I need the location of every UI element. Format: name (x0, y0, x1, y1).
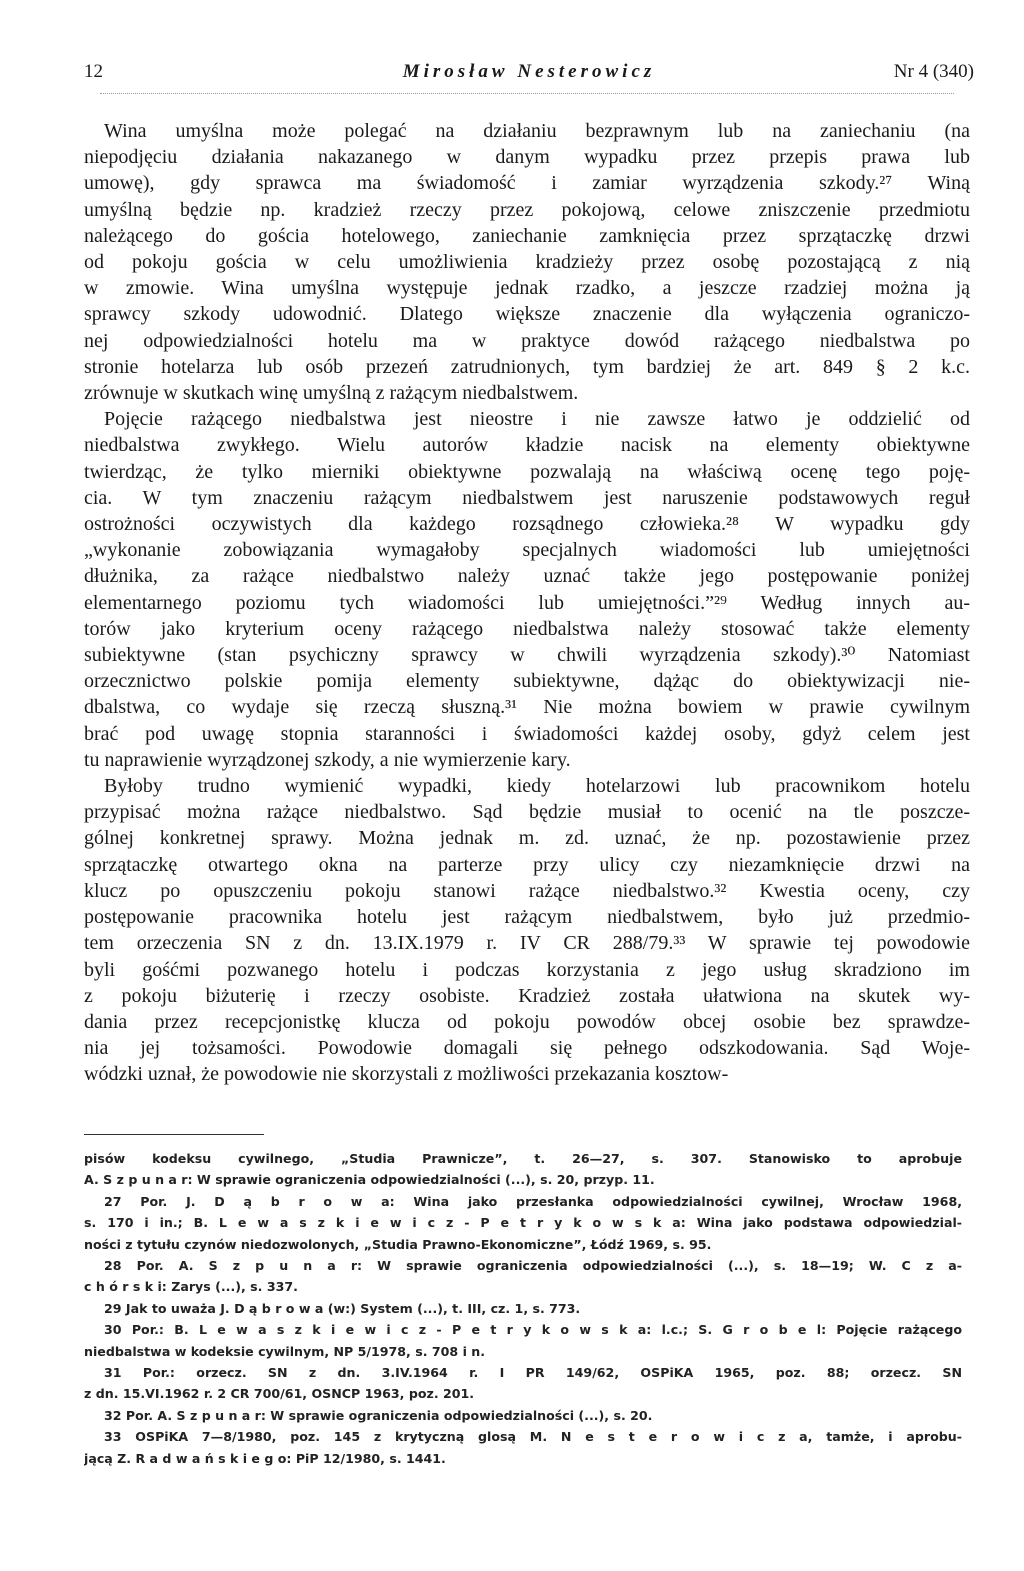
body-text-line: Wina umyślna może polegać na działaniu bezprawnym lub na zaniechaniu (na (104, 120, 970, 142)
footnote-line: pisów kodeksu cywilnego, „Studia Prawnicze”, t. 26—27, s. 307. Stanowisko to aprobuje (84, 1151, 962, 1166)
body-text-line: „wykonanie zobowiązania wymagałoby specjalnych wiadomości lub umiejętności (84, 539, 970, 562)
page-number: 12 (84, 61, 103, 82)
body-text-line: dania przez recepcjonistkę klucza od pokoju powodów obcej osobie bez sprawdze- (84, 1010, 970, 1033)
body-text-line: z pokoju biżuterię i rzeczy osobiste. Kradzież została ułatwiona na skutek wy- (84, 984, 970, 1007)
body-text-line: orzecznictwo polskie pomija elementy subiektywne, dążąc do obiektywizacji nie- (84, 670, 970, 693)
body-text-line: tu naprawienie wyrządzonej szkody, a nie wymierzenie kary. (84, 748, 571, 771)
body-text-line: niepodjęciu działania nakazanego w danym wypadku przez przepis prawa lub (84, 146, 970, 169)
footnote-divider (84, 1134, 264, 1135)
body-text-line: nej odpowiedzialności hotelu ma w praktyce dowód rażącego niedbalstwa po (84, 329, 970, 352)
body-text-line: sprawcy szkody udowodnić. Dlatego większe znaczenie dla wyłączenia ograniczo- (84, 303, 970, 326)
body-text-line: sprzątaczkę otwartego okna na parterze przy ulicy czy niezamknięcie drzwi na (84, 853, 970, 876)
footnote-line: niedbalstwa w kodeksie cywilnym, NP 5/1978, s. 708 i n. (84, 1343, 486, 1359)
footnote-line: 29 Jak to uważa J. D ą b r o w a (w:) System (...), t. III, cz. 1, s. 773. (104, 1300, 581, 1316)
body-text-line: Pojęcie rażącego niedbalstwa jest nieostre i nie zawsze łatwo je oddzielić od (104, 408, 970, 431)
footnote-line: s. 170 i in.; B. L e w a s z k i e w i c z - P e t r y k o w s k a: Wina jako podstawa odpowiedzial- (84, 1215, 962, 1231)
body-text-line: należącego do gościa hotelowego, zaniechanie zamknięcia przez sprzątaczkę drzwi (84, 224, 970, 247)
footnotes (84, 1148, 962, 1469)
footnote-line: 31 Por.: orzecz. SN z dn. 3.IV.1964 r. I PR 149/62, OSPiKA 1965, poz. 88; orzecz. SN (104, 1365, 962, 1381)
body-text-line: od pokoju gościa w celu umożliwienia kradzieży przez osobę pozostającą z nią (84, 251, 970, 274)
body-text-line: torów jako kryterium oceny rażącego niedbalstwa należy stosować także elementy (84, 617, 970, 640)
footnote-line: z dn. 15.VI.1962 r. 2 CR 700/61, OSNCP 1963, poz. 201. (84, 1386, 475, 1402)
body-text-line: wódzki uznał, że powodowie nie skorzystali z możliwości przekazania kosztow- (84, 1063, 729, 1086)
body-text-line: postępowanie pracownika hotelu jest rażącym niedbalstwem, było już przedmio- (84, 906, 970, 929)
body-text-line: umowę), gdy sprawca ma świadomość i zamiar wyrządzenia szkody.²⁷ Winą (84, 172, 970, 195)
body-text-line: subiektywne (stan psychiczny sprawcy w chwili wyrządzenia szkody).³⁰ Natomiast (84, 644, 970, 667)
article-body (84, 118, 970, 1088)
running-head-author: Mirosław Nesterowicz (402, 61, 656, 82)
issue-number: Nr 4 (340) (893, 61, 974, 82)
body-text-line: zrównuje w skutkach winę umyślną z rażącym niedbalstwem. (84, 382, 579, 405)
footnote-line: jącą Z. R a d w a ń s k i e g o: PiP 12/1980, s. 1441. (84, 1450, 446, 1466)
footnote-line: c h ó r s k i: Zarys (...), s. 337. (84, 1279, 298, 1295)
body-text-line: byli gośćmi pozwanego hotelu i podczas korzystania z jego usług skradziono im (84, 958, 970, 981)
body-text-line: elementarnego poziomu tych wiadomości lub umiejętności.”²⁹ Według innych au- (84, 591, 970, 614)
body-text-line: umyślną będzie np. kradzież rzeczy przez pokojową, celowe zniszczenie przedmiotu (84, 198, 970, 221)
body-text-line: cia. W tym znaczeniu rażącym niedbalstwem jest naruszenie podstawowych reguł (84, 486, 970, 509)
body-text-line: klucz po opuszczeniu pokoju stanowi rażące niedbalstwo.³² Kwestia oceny, czy (84, 879, 970, 902)
footnote-line: 32 Por. A. S z p u n a r: W sprawie ograniczenia odpowiedzialności (...), s. 20. (104, 1407, 653, 1423)
body-text-line: twierdząc, że tylko mierniki obiektywne pozwalają na właściwą ocenę tego poję- (84, 460, 970, 483)
body-text-line: w zmowie. Wina umyślna występuje jednak rzadko, a jeszcze rzadziej można ją (84, 277, 970, 300)
footnote-line: 27 Por. J. D ą b r o w a: Wina jako przesłanka odpowiedzialności cywilnej, Wrocław 1968, (104, 1193, 962, 1209)
footnote-line: A. S z p u n a r: W sprawie ograniczenia odpowiedzialności (...), s. 20, przyp. 11. (84, 1172, 655, 1188)
body-text-line: tem orzeczenia SN z dn. 13.IX.1979 r. IV CR 288/79.³³ W sprawie tej powodowie (84, 932, 970, 955)
footnote-line: ności z tytułu czynów niedozwolonych, „Studia Prawno-Ekonomiczne”, Łódź 1969, s. 95. (84, 1236, 712, 1252)
body-text-line: Byłoby trudno wymienić wypadki, kiedy hotelarzowi lub pracownikom hotelu (104, 775, 970, 798)
body-text-line: dbalstwa, co wydaje się rzeczą słuszną.³¹ Nie można bowiem w prawie cywilnym (84, 696, 970, 719)
body-text-line: przypisać można rażące niedbalstwo. Sąd będzie musiał to ocenić na tle poszcze- (84, 801, 970, 824)
body-text-line: ostrożności oczywistych dla każdego rozsądnego człowieka.²⁸ W wypadku gdy (84, 513, 970, 536)
footnote-line: 28 Por. A. S z p u n a r: W sprawie ograniczenia odpowiedzialności (...), s. 18—19; W. C z a- (104, 1258, 962, 1274)
footnote-line: 30 Por.: B. L e w a s z k i e w i c z - P e t r y k o w s k a: l.c.; S. G r o b e l: Pojęcie rażącego (104, 1322, 962, 1338)
footnote-line: 33 OSPiKA 7—8/1980, poz. 145 z krytyczną glosą M. N e s t e r o w i c z a, tamże, i aprobu- (104, 1429, 962, 1445)
body-text-line: stronie hotelarza lub osób przezeń zatrudnionych, tym bardziej że art. 849 § 2 k.c. (84, 355, 970, 378)
header-divider (100, 93, 954, 94)
body-text-line: gólnej konkretnej sprawy. Można jednak m. zd. uznać, że np. pozostawienie przez (84, 827, 970, 850)
body-text-line: nia jej tożsamości. Powodowie domagali się pełnego odszkodowania. Sąd Woje- (84, 1037, 970, 1060)
page-header (84, 55, 974, 87)
body-text-line: brać pod uwagę stopnia staranności i świadomości każdej osoby, gdyż celem jest (84, 722, 970, 745)
body-text-line: niedbalstwa zwykłego. Wielu autorów kładzie nacisk na elementy obiektywne (84, 434, 970, 457)
body-text-line: dłużnika, za rażące niedbalstwo należy uznać także jego postępowanie poniżej (84, 565, 970, 588)
